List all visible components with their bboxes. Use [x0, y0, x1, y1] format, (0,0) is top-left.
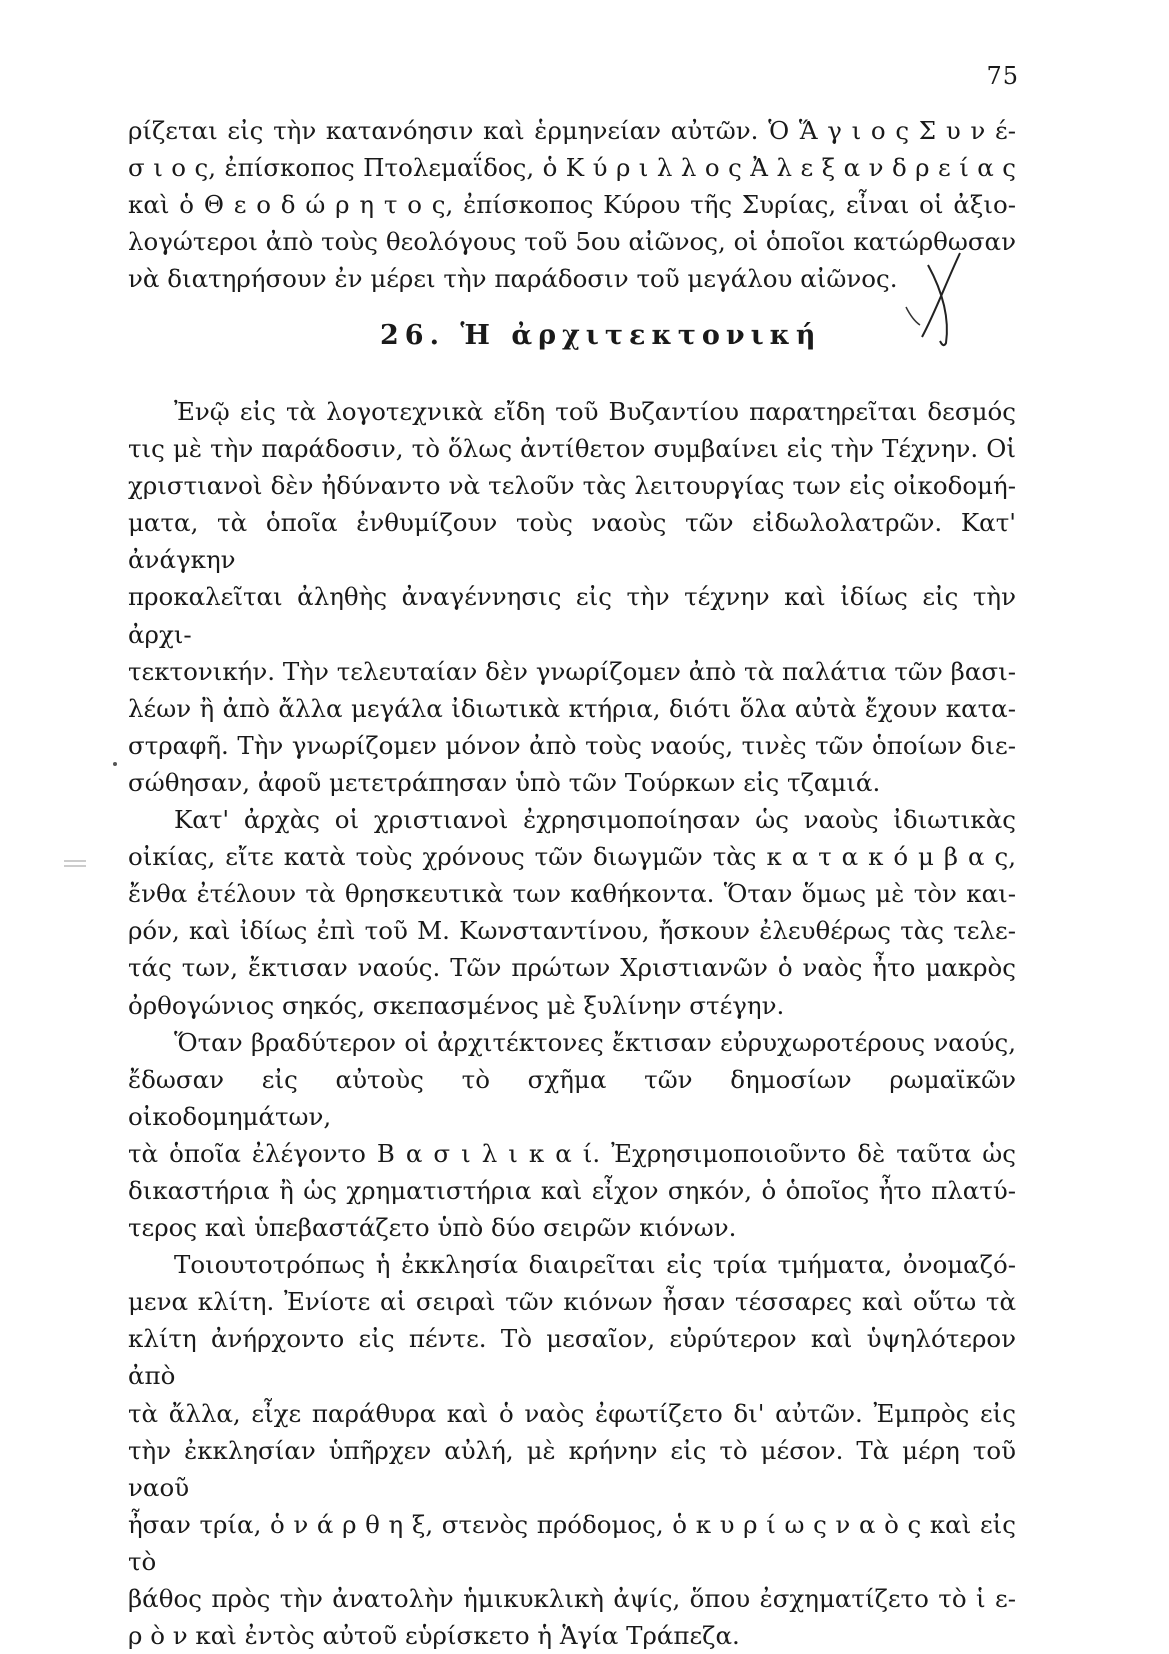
text-line: κλίτη ἀνήρχοντο εἰς πέντε. Τὸ μεσαῖον, εὐρύτερον καὶ ὑψηλότερον ἀπὸ: [128, 1324, 1016, 1391]
text-line: τὰ ὁποῖα ἐλέγοντο Β α σ ι λ ι κ α ί. Ἐχρησιμοποιοῦντο δὲ ταῦτα ὡς: [128, 1138, 1016, 1168]
intro-paragraph: [128, 112, 1016, 297]
text-line: σώθησαν, ἀφοῦ μετετράπησαν ὑπὸ τῶν Τούρκων εἰς τζαμιά.: [128, 767, 881, 797]
text-line: Κατ' ἀρχὰς οἱ χριστιανοὶ ἐχρησιμοποίησαν ὡς ναοὺς ἰδιωτικὰς: [174, 805, 1016, 835]
pencil-cross-mark: [900, 245, 980, 350]
text-line: ρ ὸ ν καὶ ἐντὸς αὐτοῦ εὑρίσκετο ἡ Ἁγία Τράπεζα.: [128, 1621, 740, 1651]
text-line: ρίζεται εἰς τὴν κατανόησιν καὶ ἑρμηνείαν αὐτῶν. Ὁ Ἅ γ ι ο ς Σ υ ν έ-: [128, 116, 1016, 145]
text-line: οἰκίας, εἴτε κατὰ τοὺς χρόνους τῶν διωγμῶν τὰς κ α τ α κ ό μ β α ς,: [128, 842, 1016, 872]
section-heading: 26. Ἡ ἀρχιτεκτονική: [380, 320, 822, 351]
text-line: ἦσαν τρία, ὁ ν ά ρ θ η ξ, στενὸς πρόδομος, ὁ κ υ ρ ί ω ς ν α ὸ ς καὶ εἰς τὸ: [128, 1509, 1016, 1576]
text-line: λέων ἢ ἀπὸ ἄλλα μεγάλα ἰδιωτικὰ κτήρια, διότι ὅλα αὐτὰ ἔχουν κατα-: [128, 693, 1016, 723]
text-line: βάθος πρὸς τὴν ἀνατολὴν ἡμικυκλικὴ ἀψίς, ὅπου ἐσχηματίζετο τὸ ἱ ε-: [128, 1584, 1016, 1613]
text-line: στραφῆ. Τὴν γνωρίζομεν μόνον ἀπὸ τοὺς ναούς, τινὲς τῶν ὁποίων διε-: [128, 730, 1016, 760]
text-line: μενα κλίτη. Ἐνίοτε αἱ σειραὶ τῶν κιόνων ἦσαν τέσσαρες καὶ οὕτω τὰ: [128, 1287, 1016, 1317]
text-line: προκαλεῖται ἀληθὴς ἀναγέννησις εἰς τὴν τέχνην καὶ ἰδίως εἰς τὴν ἀρχι-: [128, 582, 1016, 649]
text-line: ἔδωσαν εἰς αὐτοὺς τὸ σχῆμα τῶν δημοσίων ρωμαϊκῶν οἰκοδομημάτων,: [128, 1064, 1016, 1131]
text-line: τὰ ἄλλα, εἶχε παράθυρα καὶ ὁ ναὸς ἐφωτίζετο δι' αὐτῶν. Ἐμπρὸς εἰς: [128, 1398, 1016, 1428]
text-line: λογώτεροι ἀπὸ τοὺς θεολόγους τοῦ 5ου αἰῶνος, οἱ ὁποῖοι κατώρθωσαν: [128, 227, 1016, 257]
text-line: χριστιανοὶ δὲν ἠδύναντο νὰ τελοῦν τὰς λειτουργίας των εἰς οἰκοδομή-: [128, 471, 1016, 501]
text-line: τεκτονικήν. Τὴν τελευταίαν δὲν γνωρίζομεν ἀπὸ τὰ παλάτια τῶν βασι-: [128, 656, 1016, 686]
text-line: ρόν, καὶ ἰδίως ἐπὶ τοῦ Μ. Κωνσταντίνου, ἤσκουν ἐλευθέρως τὰς τελε-: [128, 916, 1016, 946]
text-line: τις μὲ τὴν παράδοσιν, τὸ ὅλως ἀντίθετον συμβαίνει εἰς τὴν Τέχνην. Οἱ: [128, 434, 1016, 464]
text-line: νὰ διατηρήσουν ἐν μέρει τὴν παράδοσιν τοῦ μεγάλου αἰῶνος.: [128, 264, 898, 294]
text-line: Τοιουτοτρόπως ἡ ἐκκλησία διαιρεῖται εἰς τρία τμήματα, ὀνομαζό-: [174, 1250, 1016, 1280]
page-number: 75: [986, 62, 1019, 90]
text-line: καὶ ὁ Θ ε ο δ ώ ρ η τ ο ς, ἐπίσκοπος Κύρου τῆς Συρίας, εἶναι οἱ ἀξιο-: [128, 190, 1016, 220]
text-line: ἔνθα ἐτέλουν τὰ θρησκευτικὰ των καθήκοντα. Ὅταν ὅμως μὲ τὸν και-: [128, 879, 1016, 909]
text-line: τερος καὶ ὑπεβαστάζετο ὑπὸ δύο σειρῶν κιόνων.: [128, 1213, 737, 1243]
text-line: δικαστήρια ἢ ὡς χρηματιστήρια καὶ εἶχον σηκόν, ὁ ὁποῖος ἦτο πλατύ-: [128, 1175, 1016, 1205]
text-line: τὴν ἐκκλησίαν ὑπῆρχεν αὐλή, μὲ κρήνην εἰς τὸ μέσον. Τὰ μέρη τοῦ ναοῦ: [128, 1435, 1016, 1502]
text-line: Ὅταν βραδύτερον οἱ ἀρχιτέκτονες ἔκτισαν εὐρυχωροτέρους ναούς,: [174, 1027, 1016, 1057]
text-line: τάς των, ἔκτισαν ναούς. Τῶν πρώτων Χριστιανῶν ὁ ναὸς ἦτο μακρὸς: [128, 953, 1016, 983]
text-line: σ ι ο ς, ἐπίσκοπος Πτολεμαΐδος, ὁ Κ ύ ρ ι λ λ ο ς Ἀ λ ε ξ α ν δ ρ ε ί α ς: [128, 153, 1016, 183]
text-line: Ἐνῷ εἰς τὰ λογοτεχνικὰ εἴδη τοῦ Βυζαντίου παρατηρεῖται δεσμός: [174, 397, 1016, 426]
text-line: ὀρθογώνιος σηκός, σκεπασμένος μὲ ξυλίνην στέγην.: [128, 990, 785, 1020]
body-text: [128, 393, 1016, 1654]
text-line: ματα, τὰ ὁποῖα ἐνθυμίζουν τοὺς ναοὺς τῶν εἰδωλολατρῶν. Κατ' ἀνάγκην: [128, 508, 1016, 575]
margin-dash-mark: [62, 858, 90, 870]
margin-dot: [113, 762, 117, 766]
